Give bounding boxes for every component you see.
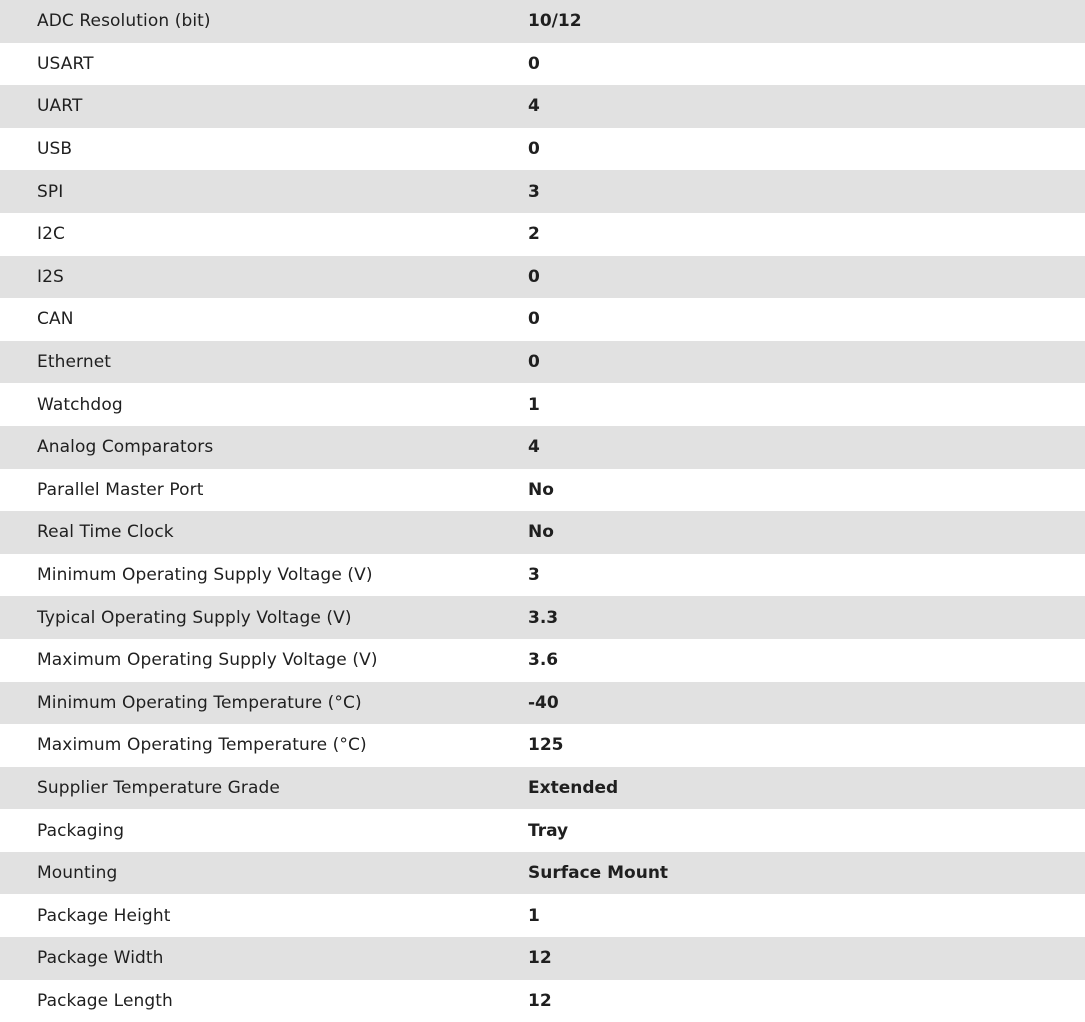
spec-row [0,511,1085,554]
spec-row [0,554,1085,597]
spec-value: 10/12 [528,11,582,32]
spec-row [0,980,1085,1022]
spec-value: -40 [528,692,559,713]
spec-row [0,43,1085,86]
spec-label: ADC Resolution (bit) [37,11,211,32]
spec-value: 0 [528,266,540,287]
spec-row [0,298,1085,341]
spec-value: No [528,479,554,500]
spec-value: Extended [528,777,619,798]
spec-value: 0 [528,139,540,160]
spec-label: USART [37,53,94,74]
spec-row [0,341,1085,384]
spec-value: 1 [528,394,540,415]
spec-value: 2 [528,224,540,245]
spec-value: 3 [528,565,540,586]
spec-value: 125 [528,735,564,756]
spec-row [0,894,1085,937]
spec-row [0,426,1085,469]
spec-row [0,767,1085,810]
spec-row [0,256,1085,299]
spec-row [0,682,1085,725]
spec-label: SPI [37,181,64,202]
spec-row [0,937,1085,980]
spec-value: No [528,522,554,543]
spec-row [0,852,1085,895]
spec-label: Ethernet [37,352,112,373]
spec-label: Minimum Operating Supply Voltage (V) [37,565,373,586]
spec-label: Typical Operating Supply Voltage (V) [37,607,352,628]
spec-value: 0 [528,352,540,373]
spec-row [0,639,1085,682]
spec-row [0,85,1085,128]
spec-value: 4 [528,96,540,117]
spec-label: UART [37,96,83,117]
spec-label: Mounting [37,863,118,884]
spec-label: I2S [37,266,64,287]
spec-label: CAN [37,309,74,330]
spec-label: Packaging [37,820,125,841]
spec-value: 1 [528,905,540,926]
spec-value: 12 [528,990,552,1011]
spec-value: Tray [528,820,569,841]
spec-row [0,213,1085,256]
spec-value: 0 [528,309,540,330]
spec-value: 3.3 [528,607,559,628]
spec-label: Maximum Operating Supply Voltage (V) [37,650,378,671]
spec-label: Package Height [37,905,171,926]
spec-row [0,596,1085,639]
spec-value: 4 [528,437,540,458]
spec-row [0,128,1085,171]
spec-label: USB [37,139,73,160]
spec-row [0,383,1085,426]
spec-value: 3.6 [528,650,559,671]
spec-label: Supplier Temperature Grade [37,777,280,798]
spec-label: Minimum Operating Temperature (°C) [37,692,362,713]
spec-label: Maximum Operating Temperature (°C) [37,735,367,756]
spec-label: Watchdog [37,394,123,415]
spec-label: Package Length [37,990,173,1011]
spec-row [0,809,1085,852]
spec-value: 3 [528,181,540,202]
spec-row [0,469,1085,512]
spec-label: Analog Comparators [37,437,214,458]
spec-label: Package Width [37,948,164,969]
spec-label: Real Time Clock [37,522,174,543]
spec-row [0,724,1085,767]
spec-label: I2C [37,224,65,245]
spec-row [0,0,1085,43]
spec-value: Surface Mount [528,863,669,884]
spec-value: 0 [528,53,540,74]
spec-value: 12 [528,948,552,969]
spec-label: Parallel Master Port [37,479,204,500]
spec-row [0,170,1085,213]
